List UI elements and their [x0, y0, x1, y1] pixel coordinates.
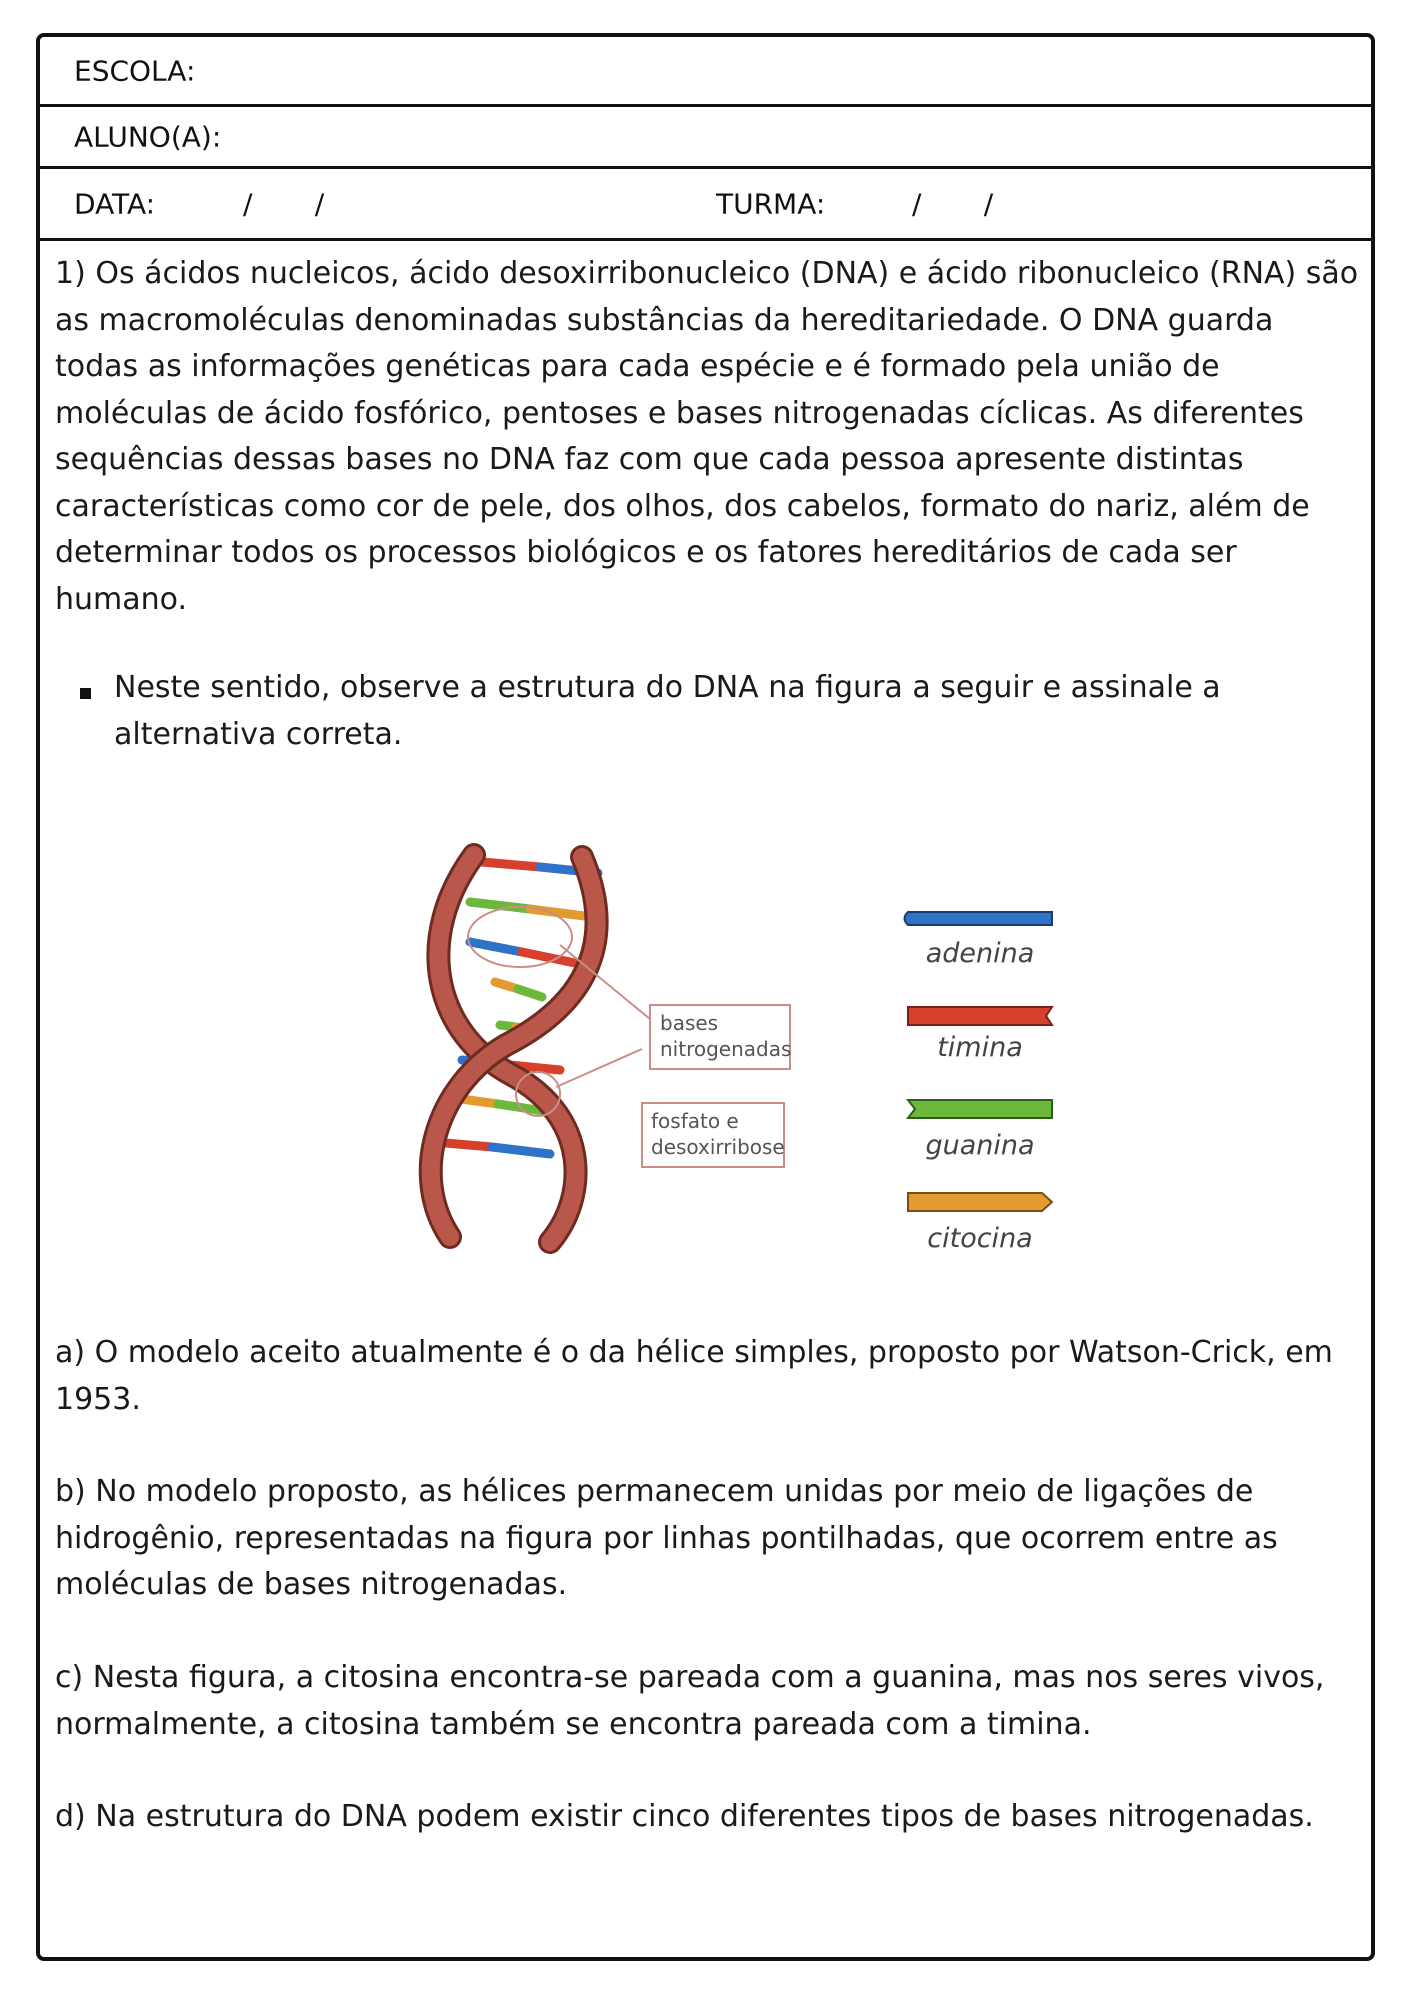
worksheet	[36, 33, 1375, 1961]
phosphate-callout-line	[556, 1049, 642, 1087]
date-class-row	[40, 169, 1371, 241]
date-slashes: / /	[243, 187, 325, 220]
question-text: 1) Os ácidos nucleicos, ácido desoxirribonucleico (DNA) e ácido ribonucleico (RNA) são as macromoléculas denominadas substâncias da hereditariedade. O DNA guarda todas as informações genéticas para cada espécie e é formado pela união de moléculas de ácido fosfórico, pentoses e bases nitrogenadas cíclicas. As diferentes sequências dessas bases no DNA faz com que cada pessoa apresente distintas características como cor de pele, dos olhos, dos cabelos, formato do nariz, além de determinar todos os processos biológicos e os fatores hereditários de cada ser humano.	[55, 256, 1359, 617]
instruction-text: Neste sentido, observe a estrutura do DNA na figura a seguir e assinale a alternativa correta.	[114, 670, 1221, 752]
class-slashes: / /	[912, 187, 994, 220]
bases-callout-text: nitrogenadas	[660, 1037, 792, 1061]
bases-callout-text: bases	[660, 1011, 719, 1035]
class-label: TURMA:	[716, 187, 826, 220]
option-a[interactable]: a) O modelo aceito atualmente é o da hélice simples, proposto por Watson-Crick, em 1953.	[55, 1335, 1333, 1417]
legend-label: adenina	[925, 938, 1035, 969]
school-label: ESCOLA:	[74, 54, 196, 87]
phosphate-callout-text: fosfato e	[651, 1109, 739, 1133]
bases-highlight-ellipse	[468, 907, 572, 967]
bullet-square-icon	[80, 688, 91, 699]
adenine-swatch	[905, 912, 1053, 925]
thymine-swatch	[908, 1007, 1052, 1025]
guanine-swatch	[908, 1100, 1052, 1118]
base-pair	[495, 982, 542, 997]
dna-figure-svg	[370, 827, 1150, 1317]
student-row	[40, 107, 1371, 169]
base-pair	[470, 902, 592, 917]
legend-label: guanina	[925, 1130, 1035, 1161]
phosphate-callout-text: desoxirribose	[651, 1135, 785, 1159]
cytosine-swatch	[908, 1193, 1052, 1211]
option-c[interactable]: c) Nesta figura, a citosina encontra-se pareada com a guanina, mas nos seres vivos, normalmente, a citosina também se encontra pareada com a timina.	[55, 1660, 1325, 1742]
legend-label: citocina	[927, 1223, 1033, 1254]
date-label: DATA:	[74, 187, 156, 220]
legend-label: timina	[937, 1032, 1023, 1063]
legend	[905, 912, 1053, 1254]
base-pair	[434, 1142, 550, 1154]
option-d[interactable]: d) Na estrutura do DNA podem existir cinco diferentes tipos de bases nitrogenadas.	[55, 1799, 1314, 1834]
dna-figure	[370, 827, 1150, 1317]
student-label: ALUNO(A):	[74, 120, 222, 153]
school-row	[40, 37, 1371, 107]
option-b[interactable]: b) No modelo proposto, as hélices permanecem unidas por meio de ligações de hidrogênio, representadas na figura por linhas pontilhadas, que ocorrem entre as moléculas de bases nitrogenadas.	[55, 1474, 1278, 1602]
